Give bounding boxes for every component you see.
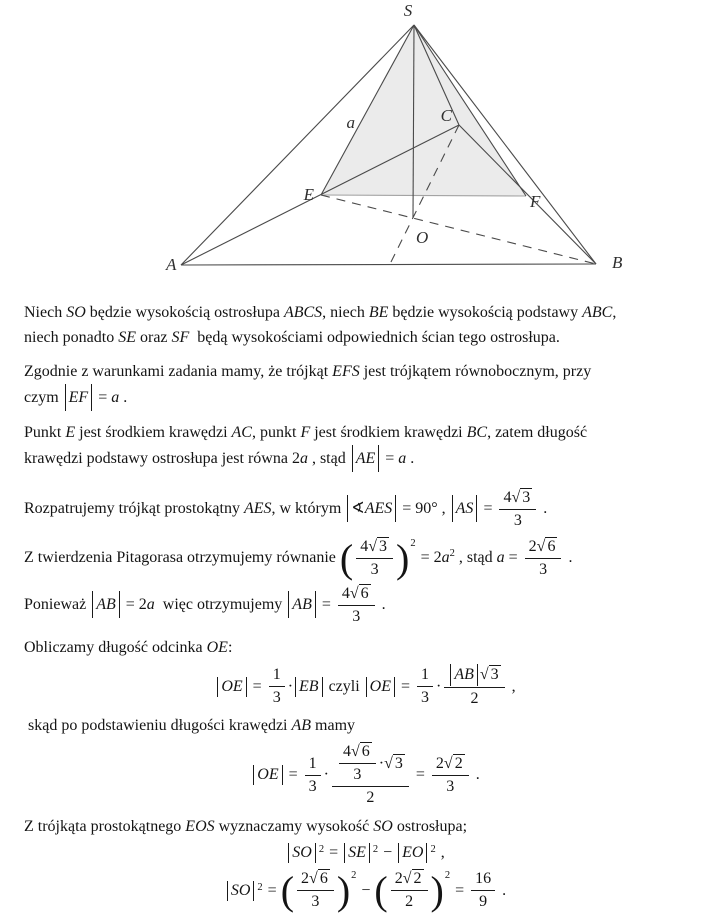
- label-E: E: [303, 185, 314, 204]
- math-den: [348, 606, 364, 627]
- math-sqrt: [403, 869, 424, 888]
- math-mi: OE: [369, 677, 391, 695]
- math-mt: 2: [405, 893, 414, 910]
- math-num: [444, 664, 504, 688]
- math-abs: [295, 677, 323, 697]
- math-mt: , punkt: [251, 424, 301, 441]
- math-den: [417, 687, 433, 708]
- math-abs: [398, 843, 427, 863]
- math-mt: 3: [539, 561, 548, 578]
- paragraph-substitution: [24, 713, 707, 738]
- math-mt: Niech: [24, 304, 67, 321]
- math-num: [269, 665, 285, 687]
- math-mt: 1: [421, 666, 430, 683]
- math-den: [367, 559, 383, 580]
- math-mt: jest środkiem krawędzi: [310, 424, 467, 441]
- math-mt: =: [479, 500, 497, 518]
- math-gexp: 2: [430, 844, 436, 855]
- math-mt: będzie wysokością podstawy: [388, 304, 583, 321]
- math-mt: 3: [379, 538, 387, 556]
- math-mt: ·: [287, 677, 294, 695]
- math-mt: =: [325, 844, 343, 861]
- math-mi: EF: [68, 389, 89, 406]
- math-rad: [489, 665, 501, 684]
- math-pin: [388, 869, 431, 912]
- math-mt: 6: [547, 538, 556, 556]
- math-num: [499, 488, 536, 510]
- math-mi: BC: [466, 424, 488, 441]
- math-abs: [288, 843, 316, 863]
- math-abs: [452, 495, 478, 522]
- math-brk: (: [280, 867, 295, 913]
- math-mi: AES: [364, 500, 393, 518]
- math-frac: [269, 665, 285, 708]
- math-sqrt: [309, 869, 330, 888]
- math-mt: będzie wysokością ostrosłupa: [85, 304, 284, 321]
- math-mt: niech ponadto: [24, 329, 119, 346]
- formula-OE-value: [24, 742, 707, 808]
- math-mt: .: [377, 596, 386, 614]
- math-gbase: [342, 843, 372, 863]
- label-F: F: [530, 192, 541, 211]
- math-frac: [338, 584, 375, 627]
- math-mi: BE: [368, 304, 389, 321]
- math-mt: krawędzi podstawy ostrosłupa jest równa: [24, 450, 292, 467]
- math-mt: 2: [291, 450, 300, 467]
- paragraph-OE-intro: [24, 635, 707, 660]
- paragraph-midpoints: [24, 420, 707, 472]
- math-num: [338, 584, 375, 606]
- math-frac: [499, 488, 536, 531]
- math-den: [401, 891, 417, 912]
- math-mt: 2: [454, 754, 463, 772]
- math-mt: =: [504, 549, 522, 567]
- math-mt: jest środkiem krawędzi: [75, 424, 232, 441]
- math-mt: , stąd: [307, 450, 350, 467]
- math-num: [305, 754, 321, 776]
- math-mt: czym: [24, 389, 63, 406]
- math-mt: 1: [308, 754, 317, 772]
- math-rad: [453, 754, 465, 773]
- math-rad: [545, 537, 557, 556]
- math-abs: [253, 765, 282, 785]
- math-mi: SF: [171, 329, 190, 346]
- math-num: [417, 665, 433, 687]
- math-abs: [217, 677, 246, 697]
- math-mt: ,: [436, 844, 445, 861]
- math-gsup: [286, 843, 325, 863]
- math-rad: [318, 869, 330, 888]
- math-frac: [332, 742, 409, 808]
- math-mt: .: [119, 389, 128, 406]
- formula-SO-squared: [24, 843, 707, 863]
- math-mi: EFS: [332, 363, 360, 380]
- math-mt: 6: [360, 585, 369, 603]
- math-mt: Zgodnie z warunkami zadania mamy, że trójkąt: [24, 363, 333, 380]
- math-rad: [412, 869, 424, 888]
- math-abs: [227, 881, 255, 901]
- math-num: [525, 537, 562, 559]
- math-mi: AE: [355, 450, 376, 467]
- math-mt: .: [471, 766, 480, 783]
- math-mt: ·: [436, 677, 442, 695]
- math-mt: Z twierdzenia Pitagorasa otrzymujemy równanie: [24, 549, 340, 567]
- math-gexp: 2: [257, 881, 263, 893]
- math-gexp: 2: [318, 844, 325, 855]
- math-abs: [92, 591, 120, 618]
- math-mt: 3: [522, 489, 531, 507]
- paragraph-heights-definition: [24, 300, 707, 350]
- math-mt: .: [406, 450, 415, 467]
- math-mi: a: [146, 596, 155, 614]
- label-S: S: [403, 1, 413, 20]
- math-mi: OE: [206, 639, 228, 656]
- math-den: [510, 510, 526, 531]
- math-sqrt: [444, 754, 465, 773]
- math-mt: 3: [370, 561, 379, 578]
- math-den: [349, 764, 365, 785]
- math-mt: 9: [479, 893, 488, 910]
- math-frac: [391, 869, 428, 912]
- math-num: [391, 869, 428, 891]
- math-sqrt: [368, 537, 389, 556]
- math-rad: [377, 537, 389, 556]
- math-den: [307, 891, 323, 912]
- math-den: [305, 776, 321, 797]
- math-mi: AB: [454, 666, 474, 683]
- math-frac: [432, 754, 469, 797]
- math-gsup: [225, 881, 264, 901]
- math-abs: [347, 495, 396, 522]
- math-mt: =: [94, 389, 112, 406]
- math-gbase: [396, 843, 429, 863]
- math-mi: a: [496, 549, 505, 567]
- math-mi: SE: [348, 844, 366, 861]
- math-mt: 1: [272, 666, 281, 683]
- math-mi: AES: [243, 500, 272, 518]
- shaded-triangle-EFS: [321, 25, 526, 196]
- math-mt: ·: [378, 754, 385, 772]
- math-mt: = 90° ,: [398, 500, 450, 518]
- math-mi: SO: [66, 304, 86, 321]
- math-rad: [360, 742, 372, 761]
- math-gbase: [281, 869, 350, 912]
- math-num: [339, 742, 376, 764]
- math-paren: [374, 869, 443, 912]
- math-mi: SE: [118, 329, 136, 346]
- math-frac: [297, 869, 334, 912]
- math-mi: AB: [291, 717, 312, 734]
- label-B: B: [612, 253, 623, 272]
- math-mi: OE: [221, 677, 243, 695]
- pyramid-diagram: [24, 0, 723, 292]
- math-mi: EOS: [185, 818, 215, 835]
- paragraph-AB-length: [24, 584, 707, 627]
- math-mt: skąd po podstawieniu długości krawędzi: [24, 717, 292, 734]
- math-mt: 3: [353, 766, 362, 783]
- label-C: C: [440, 106, 452, 125]
- math-gbase: [225, 881, 257, 901]
- math-mt: 2: [413, 870, 422, 888]
- math-mt: 16: [475, 870, 492, 887]
- math-paren: [281, 869, 350, 912]
- math-mi: SO: [373, 818, 393, 835]
- paragraph-right-triangle-AES: [24, 488, 707, 531]
- math-mt: =: [451, 881, 469, 899]
- paragraph-pythagoras: [24, 537, 707, 580]
- math-mt: wyznaczamy wysokość: [214, 818, 374, 835]
- math-mt: , stąd: [454, 549, 497, 567]
- math-mt: 2: [470, 690, 479, 707]
- math-num: [356, 537, 393, 559]
- math-mi: F: [300, 424, 311, 441]
- math-mt: 3: [311, 893, 320, 910]
- math-mt: :: [227, 639, 233, 656]
- math-mt: 3: [513, 512, 522, 529]
- math-mi: a: [441, 549, 450, 567]
- math-mi: AB: [292, 596, 312, 614]
- math-mt: 2: [366, 789, 375, 806]
- math-mi: SO: [292, 844, 312, 861]
- math-gsup: [396, 843, 437, 863]
- math-den: [442, 776, 458, 797]
- math-mt: 3: [352, 608, 361, 625]
- math-brk: (: [374, 867, 388, 913]
- math-mt: Punkt: [24, 424, 66, 441]
- math-mi: a: [299, 450, 308, 467]
- math-mt: =: [263, 881, 281, 899]
- math-gexp: 2: [444, 870, 451, 881]
- math-mt: 6: [361, 743, 370, 761]
- math-mt: 2: [528, 538, 537, 555]
- math-frac: [525, 537, 562, 580]
- math-gbase: [340, 537, 409, 580]
- math-mt: = 2: [121, 596, 147, 614]
- math-mt: ,: [612, 304, 617, 321]
- math-frac: [417, 665, 433, 708]
- math-frac: [444, 664, 504, 709]
- math-mt: 2: [394, 870, 403, 887]
- paragraph-EOS-triangle: [24, 814, 707, 839]
- math-mt: 3: [308, 777, 317, 795]
- math-frac: [356, 537, 393, 580]
- math-num: [332, 742, 409, 787]
- math-mt: czyli: [324, 677, 364, 695]
- math-abs: [65, 384, 93, 411]
- math-mt: =: [411, 766, 429, 783]
- math-sqrt: [537, 537, 558, 556]
- math-sqrt: [351, 742, 372, 761]
- math-pin: [353, 537, 396, 580]
- math-mt: , niech: [322, 304, 369, 321]
- math-den: [362, 787, 378, 808]
- math-gbase: [286, 843, 318, 863]
- math-mt: 4: [342, 743, 351, 760]
- math-frac: [339, 742, 376, 785]
- math-brk: ): [336, 867, 351, 913]
- math-gexp: 2: [351, 870, 357, 881]
- math-mi: AB: [96, 596, 116, 614]
- math-mt: 2: [435, 754, 444, 772]
- math-mt: 4: [341, 585, 350, 602]
- math-abs: [366, 677, 395, 697]
- math-den: [475, 891, 491, 912]
- math-gsup: [340, 537, 417, 580]
- math-mt: .: [498, 881, 507, 899]
- math-mi: AS: [455, 500, 474, 518]
- math-mt: oraz: [135, 329, 172, 346]
- math-mt: jest trójkątem równobocznym, przy: [359, 363, 592, 380]
- math-num: [471, 869, 495, 891]
- formula-OE-definition: [24, 664, 707, 709]
- math-mt: =: [381, 450, 399, 467]
- math-gsup: [374, 869, 451, 912]
- math-den: [467, 688, 483, 709]
- math-gsup: [342, 843, 379, 863]
- math-mt: .: [539, 500, 548, 518]
- math-mt: = 2: [416, 549, 442, 567]
- label-A: A: [166, 255, 177, 274]
- math-mt: Ponieważ: [24, 596, 91, 614]
- math-mt: 2: [301, 870, 310, 887]
- math-mi: E: [65, 424, 76, 441]
- math-mt: =: [284, 766, 302, 783]
- math-mi: OE: [257, 766, 279, 783]
- math-mt: ostrosłupa;: [392, 818, 468, 835]
- median-EB: [321, 195, 596, 264]
- math-mt: .: [564, 549, 573, 567]
- math-mi: EB: [299, 677, 319, 695]
- math-mt: Obliczamy długość odcinka: [24, 639, 207, 656]
- math-rad: [359, 584, 371, 603]
- math-mt: 3: [272, 689, 281, 706]
- math-mi: ABCS: [283, 304, 323, 321]
- math-mt: , w którym: [271, 500, 346, 518]
- math-mt: 3: [421, 689, 430, 706]
- math-sqrt: [350, 584, 371, 603]
- math-mt: −: [379, 844, 397, 861]
- math-gbase: [374, 869, 443, 912]
- edge-AB: [181, 264, 596, 265]
- math-mt: =: [396, 677, 415, 695]
- math-mi: EO: [402, 844, 424, 861]
- math-paren: [340, 537, 409, 580]
- math-rad: [520, 488, 532, 507]
- math-mt: 3: [446, 777, 455, 795]
- math-mt: ,: [507, 677, 516, 695]
- math-mi: SO: [230, 881, 251, 899]
- math-mt: 3: [490, 666, 499, 684]
- math-mt: 6: [319, 870, 328, 888]
- math-mt: 4: [360, 538, 369, 555]
- math-mt: −: [357, 881, 375, 899]
- math-abs: [288, 591, 316, 618]
- math-den: [269, 687, 285, 708]
- math-rad: [393, 754, 405, 773]
- math-abs: [344, 843, 370, 863]
- math-mt: =: [248, 677, 266, 695]
- math-mt: 4: [503, 489, 512, 506]
- math-mt: Z trójkąta prostokątnego: [24, 818, 186, 835]
- paragraph-equilateral-condition: [24, 359, 707, 411]
- math-brk: ): [430, 867, 444, 913]
- math-gsup: [281, 869, 358, 912]
- math-mt: będą wysokościami odpowiednich ścian tego ostrosłupa.: [189, 329, 560, 346]
- math-abs: [450, 664, 478, 686]
- label-O: O: [416, 228, 429, 247]
- math-gexp: 2: [372, 844, 379, 855]
- formula-SO-result: [24, 869, 707, 912]
- math-num: [432, 754, 469, 776]
- math-den: [535, 559, 551, 580]
- math-sqrt: [511, 488, 532, 507]
- math-sqrt: [480, 665, 501, 684]
- math-mt: mamy: [311, 717, 356, 734]
- math-sqrt: [384, 754, 405, 773]
- math-vsup: 2: [449, 547, 455, 559]
- math-frac: [471, 869, 495, 912]
- math-frac: [305, 754, 321, 797]
- math-mt: ∢: [351, 500, 365, 518]
- math-brk: (: [339, 535, 354, 581]
- math-mt: =: [317, 596, 335, 614]
- math-mi: a: [398, 450, 407, 467]
- math-mt: więc otrzymujemy: [154, 596, 287, 614]
- math-mi: ABC: [582, 304, 613, 321]
- math-mt: 3: [394, 754, 403, 772]
- label-a: a: [346, 113, 355, 132]
- math-mt: Rozpatrujemy trójkąt prostokątny: [24, 500, 244, 518]
- math-mi: AC: [231, 424, 252, 441]
- math-abs: [352, 445, 380, 472]
- math-mt: ·: [323, 766, 329, 783]
- math-mi: a: [111, 389, 120, 406]
- math-brk: ): [396, 535, 410, 581]
- math-pin: [294, 869, 337, 912]
- math-mt: , zatem długość: [487, 424, 588, 441]
- math-num: [297, 869, 334, 891]
- math-gexp: 2: [410, 538, 416, 549]
